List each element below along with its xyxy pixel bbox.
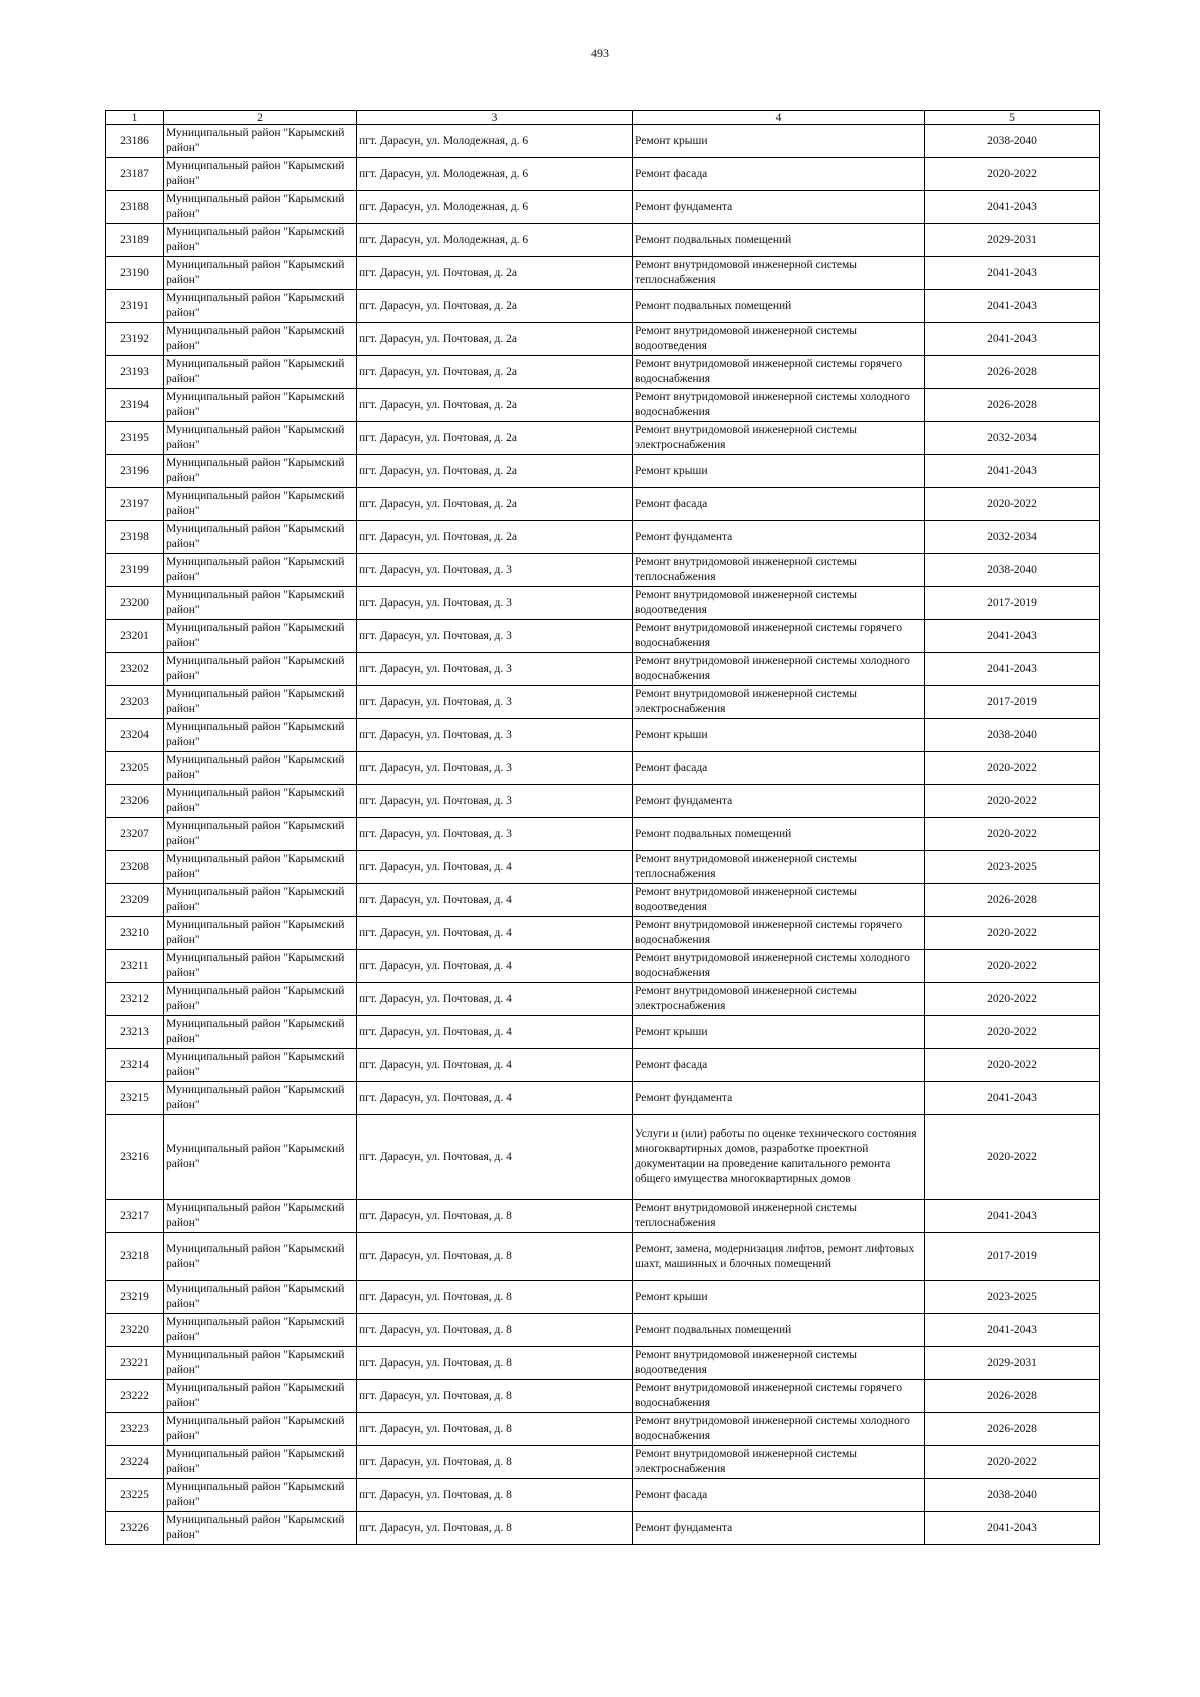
municipality-cell: Муниципальный район "Карымский район" [164,851,357,884]
work-type-cell: Ремонт внутридомовой инженерной системы холодного водоснабжения [633,950,925,983]
table-row [106,290,1100,323]
address-cell: пгт. Дарасун, ул. Почтовая, д. 8 [357,1512,633,1545]
period-cell: 2041-2043 [925,1314,1100,1347]
work-type-cell: Ремонт фасада [633,158,925,191]
table-row [106,752,1100,785]
table-row [106,620,1100,653]
municipality-cell: Муниципальный район "Карымский район" [164,620,357,653]
work-type-cell: Ремонт крыши [633,1016,925,1049]
table-row [106,1512,1100,1545]
column-header-1: 1 [106,111,164,125]
row-number: 23205 [106,752,164,785]
table-row [106,1446,1100,1479]
row-number: 23195 [106,422,164,455]
address-cell: пгт. Дарасун, ул. Почтовая, д. 4 [357,884,633,917]
table-row [106,1380,1100,1413]
municipality-cell: Муниципальный район "Карымский район" [164,719,357,752]
work-type-cell: Ремонт фундамента [633,785,925,818]
period-cell: 2017-2019 [925,587,1100,620]
table-row [106,125,1100,158]
address-cell: пгт. Дарасун, ул. Почтовая, д. 8 [357,1347,633,1380]
column-header-5: 5 [925,111,1100,125]
work-type-cell: Ремонт крыши [633,719,925,752]
work-type-cell: Ремонт подвальных помещений [633,1314,925,1347]
work-type-cell: Ремонт внутридомовой инженерной системы горячего водоснабжения [633,356,925,389]
address-cell: пгт. Дарасун, ул. Почтовая, д. 4 [357,851,633,884]
row-number: 23226 [106,1512,164,1545]
row-number: 23210 [106,917,164,950]
table-row [106,323,1100,356]
period-cell: 2041-2043 [925,1512,1100,1545]
work-type-cell: Ремонт крыши [633,1281,925,1314]
municipality-cell: Муниципальный район "Карымский район" [164,224,357,257]
address-cell: пгт. Дарасун, ул. Почтовая, д. 8 [357,1479,633,1512]
municipality-cell: Муниципальный район "Карымский район" [164,818,357,851]
work-type-cell: Ремонт фундамента [633,1082,925,1115]
work-type-cell: Ремонт крыши [633,125,925,158]
row-number: 23208 [106,851,164,884]
period-cell: 2020-2022 [925,1049,1100,1082]
address-cell: пгт. Дарасун, ул. Молодежная, д. 6 [357,224,633,257]
table-row [106,1413,1100,1446]
address-cell: пгт. Дарасун, ул. Молодежная, д. 6 [357,158,633,191]
period-cell: 2026-2028 [925,389,1100,422]
work-type-cell: Ремонт фасада [633,1049,925,1082]
period-cell: 2020-2022 [925,818,1100,851]
work-type-cell: Ремонт внутридомовой инженерной системы теплоснабжения [633,554,925,587]
work-type-cell: Ремонт внутридомовой инженерной системы горячего водоснабжения [633,917,925,950]
page-number: 493 [591,46,609,60]
period-cell: 2020-2022 [925,752,1100,785]
table-row [106,1082,1100,1115]
municipality-cell: Муниципальный район "Карымский район" [164,1314,357,1347]
period-cell: 2020-2022 [925,488,1100,521]
work-type-cell: Ремонт внутридомовой инженерной системы горячего водоснабжения [633,1380,925,1413]
work-type-cell: Ремонт внутридомовой инженерной системы теплоснабжения [633,851,925,884]
period-cell: 2041-2043 [925,323,1100,356]
period-cell: 2026-2028 [925,1413,1100,1446]
table-row [106,653,1100,686]
period-cell: 2017-2019 [925,686,1100,719]
address-cell: пгт. Дарасун, ул. Почтовая, д. 4 [357,1082,633,1115]
table-row [106,455,1100,488]
table-row [106,1233,1100,1281]
municipality-cell: Муниципальный район "Карымский район" [164,290,357,323]
period-cell: 2020-2022 [925,785,1100,818]
row-number: 23193 [106,356,164,389]
row-number: 23223 [106,1413,164,1446]
period-cell: 2026-2028 [925,884,1100,917]
address-cell: пгт. Дарасун, ул. Почтовая, д. 3 [357,752,633,785]
row-number: 23194 [106,389,164,422]
column-header-2: 2 [164,111,357,125]
row-number: 23200 [106,587,164,620]
period-cell: 2020-2022 [925,950,1100,983]
row-number: 23221 [106,1347,164,1380]
table-row [106,983,1100,1016]
municipality-cell: Муниципальный район "Карымский район" [164,1115,357,1200]
address-cell: пгт. Дарасун, ул. Почтовая, д. 3 [357,785,633,818]
period-cell: 2041-2043 [925,455,1100,488]
address-cell: пгт. Дарасун, ул. Почтовая, д. 8 [357,1380,633,1413]
period-cell: 2041-2043 [925,1082,1100,1115]
address-cell: пгт. Дарасун, ул. Почтовая, д. 2а [357,290,633,323]
municipality-cell: Муниципальный район "Карымский район" [164,1446,357,1479]
work-type-cell: Ремонт внутридомовой инженерной системы теплоснабжения [633,1200,925,1233]
period-cell: 2041-2043 [925,653,1100,686]
table-row [106,1347,1100,1380]
row-number: 23209 [106,884,164,917]
work-type-cell: Ремонт фасада [633,488,925,521]
work-type-cell: Ремонт крыши [633,455,925,488]
municipality-cell: Муниципальный район "Карымский район" [164,1233,357,1281]
work-type-cell: Ремонт внутридомовой инженерной системы горячего водоснабжения [633,620,925,653]
row-number: 23198 [106,521,164,554]
period-cell: 2020-2022 [925,158,1100,191]
table-row [106,1479,1100,1512]
municipality-cell: Муниципальный район "Карымский район" [164,1049,357,1082]
address-cell: пгт. Дарасун, ул. Почтовая, д. 8 [357,1281,633,1314]
period-cell: 2029-2031 [925,224,1100,257]
municipality-cell: Муниципальный район "Карымский район" [164,389,357,422]
address-cell: пгт. Дарасун, ул. Почтовая, д. 2а [357,488,633,521]
row-number: 23201 [106,620,164,653]
row-number: 23206 [106,785,164,818]
municipality-cell: Муниципальный район "Карымский район" [164,422,357,455]
work-type-cell: Ремонт внутридомовой инженерной системы электроснабжения [633,422,925,455]
period-cell: 2041-2043 [925,257,1100,290]
table-body [106,125,1100,1545]
period-cell: 2026-2028 [925,1380,1100,1413]
address-cell: пгт. Дарасун, ул. Почтовая, д. 8 [357,1233,633,1281]
table-row [106,224,1100,257]
period-cell: 2038-2040 [925,125,1100,158]
period-cell: 2020-2022 [925,1016,1100,1049]
municipality-cell: Муниципальный район "Карымский район" [164,1479,357,1512]
municipality-cell: Муниципальный район "Карымский район" [164,587,357,620]
work-type-cell: Ремонт фасада [633,1479,925,1512]
table-row [106,950,1100,983]
work-type-cell: Ремонт внутридомовой инженерной системы водоотведения [633,587,925,620]
row-number: 23196 [106,455,164,488]
row-number: 23188 [106,191,164,224]
row-number: 23214 [106,1049,164,1082]
municipality-cell: Муниципальный район "Карымский район" [164,983,357,1016]
address-cell: пгт. Дарасун, ул. Почтовая, д. 4 [357,917,633,950]
period-cell: 2020-2022 [925,1115,1100,1200]
address-cell: пгт. Дарасун, ул. Почтовая, д. 8 [357,1413,633,1446]
work-type-cell: Ремонт подвальных помещений [633,224,925,257]
table-row [106,785,1100,818]
address-cell: пгт. Дарасун, ул. Молодежная, д. 6 [357,125,633,158]
municipality-cell: Муниципальный район "Карымский район" [164,1347,357,1380]
work-type-cell: Ремонт внутридомовой инженерной системы холодного водоснабжения [633,1413,925,1446]
row-number: 23187 [106,158,164,191]
work-type-cell: Ремонт внутридомовой инженерной системы холодного водоснабжения [633,653,925,686]
table-row [106,554,1100,587]
address-cell: пгт. Дарасун, ул. Почтовая, д. 2а [357,257,633,290]
period-cell: 2041-2043 [925,620,1100,653]
period-cell: 2041-2043 [925,1200,1100,1233]
municipality-cell: Муниципальный район "Карымский район" [164,554,357,587]
address-cell: пгт. Дарасун, ул. Почтовая, д. 4 [357,1049,633,1082]
address-cell: пгт. Дарасун, ул. Почтовая, д. 3 [357,620,633,653]
work-type-cell: Услуги и (или) работы по оценке технического состояния многоквартирных домов, разработке проектной документации на проведение капитального ремонта общего имущества многоквартирных домов [633,1115,925,1200]
row-number: 23224 [106,1446,164,1479]
municipality-cell: Муниципальный район "Карымский район" [164,455,357,488]
row-number: 23212 [106,983,164,1016]
table-row [106,488,1100,521]
work-type-cell: Ремонт, замена, модернизация лифтов, ремонт лифтовых шахт, машинных и блочных помещений [633,1233,925,1281]
table-header [106,111,1100,125]
row-number: 23215 [106,1082,164,1115]
column-header-3: 3 [357,111,633,125]
municipality-cell: Муниципальный район "Карымский район" [164,356,357,389]
address-cell: пгт. Дарасун, ул. Почтовая, д. 2а [357,521,633,554]
period-cell: 2029-2031 [925,1347,1100,1380]
table-row [106,1314,1100,1347]
table-row [106,389,1100,422]
row-number: 23211 [106,950,164,983]
period-cell: 2023-2025 [925,851,1100,884]
table-row [106,521,1100,554]
municipality-cell: Муниципальный район "Карымский район" [164,950,357,983]
period-cell: 2026-2028 [925,356,1100,389]
table-row [106,587,1100,620]
address-cell: пгт. Дарасун, ул. Почтовая, д. 4 [357,1115,633,1200]
address-cell: пгт. Дарасун, ул. Почтовая, д. 3 [357,686,633,719]
row-number: 23191 [106,290,164,323]
work-type-cell: Ремонт внутридомовой инженерной системы холодного водоснабжения [633,389,925,422]
table-row [106,191,1100,224]
address-cell: пгт. Дарасун, ул. Почтовая, д. 8 [357,1446,633,1479]
row-number: 23203 [106,686,164,719]
municipality-cell: Муниципальный район "Карымский район" [164,752,357,785]
municipality-cell: Муниципальный район "Карымский район" [164,917,357,950]
address-cell: пгт. Дарасун, ул. Почтовая, д. 8 [357,1200,633,1233]
municipality-cell: Муниципальный район "Карымский район" [164,257,357,290]
table-row [106,1200,1100,1233]
municipality-cell: Муниципальный район "Карымский район" [164,1512,357,1545]
municipality-cell: Муниципальный район "Карымский район" [164,653,357,686]
municipality-cell: Муниципальный район "Карымский район" [164,1413,357,1446]
row-number: 23197 [106,488,164,521]
period-cell: 2032-2034 [925,521,1100,554]
period-cell: 2041-2043 [925,290,1100,323]
work-type-cell: Ремонт фундамента [633,1512,925,1545]
address-cell: пгт. Дарасун, ул. Почтовая, д. 3 [357,653,633,686]
repair-schedule-table [105,110,1100,1545]
work-type-cell: Ремонт внутридомовой инженерной системы водоотведения [633,323,925,356]
table-row [106,884,1100,917]
row-number: 23190 [106,257,164,290]
work-type-cell: Ремонт фундамента [633,521,925,554]
row-number: 23186 [106,125,164,158]
table-row [106,422,1100,455]
address-cell: пгт. Дарасун, ул. Почтовая, д. 2а [357,422,633,455]
municipality-cell: Муниципальный район "Карымский район" [164,158,357,191]
row-number: 23192 [106,323,164,356]
table-row [106,851,1100,884]
address-cell: пгт. Дарасун, ул. Почтовая, д. 3 [357,554,633,587]
table-row [106,1115,1100,1200]
row-number: 23199 [106,554,164,587]
period-cell: 2017-2019 [925,1233,1100,1281]
municipality-cell: Муниципальный район "Карымский район" [164,191,357,224]
address-cell: пгт. Дарасун, ул. Почтовая, д. 2а [357,455,633,488]
municipality-cell: Муниципальный район "Карымский район" [164,1380,357,1413]
address-cell: пгт. Дарасун, ул. Почтовая, д. 4 [357,1016,633,1049]
municipality-cell: Муниципальный район "Карымский район" [164,785,357,818]
work-type-cell: Ремонт внутридомовой инженерной системы электроснабжения [633,686,925,719]
address-cell: пгт. Дарасун, ул. Почтовая, д. 8 [357,1314,633,1347]
municipality-cell: Муниципальный район "Карымский район" [164,1082,357,1115]
period-cell: 2041-2043 [925,191,1100,224]
municipality-cell: Муниципальный район "Карымский район" [164,1016,357,1049]
row-number: 23207 [106,818,164,851]
address-cell: пгт. Дарасун, ул. Почтовая, д. 2а [357,323,633,356]
table-row [106,1281,1100,1314]
work-type-cell: Ремонт фундамента [633,191,925,224]
table-row [106,818,1100,851]
municipality-cell: Муниципальный район "Карымский район" [164,125,357,158]
row-number: 23204 [106,719,164,752]
address-cell: пгт. Дарасун, ул. Почтовая, д. 3 [357,818,633,851]
table-row [106,719,1100,752]
table-row [106,1049,1100,1082]
work-type-cell: Ремонт внутридомовой инженерной системы водоотведения [633,884,925,917]
work-type-cell: Ремонт внутридомовой инженерной системы водоотведения [633,1347,925,1380]
address-cell: пгт. Дарасун, ул. Почтовая, д. 2а [357,356,633,389]
period-cell: 2038-2040 [925,554,1100,587]
work-type-cell: Ремонт фасада [633,752,925,785]
row-number: 23202 [106,653,164,686]
table-row [106,356,1100,389]
municipality-cell: Муниципальный район "Карымский район" [164,686,357,719]
row-number: 23189 [106,224,164,257]
municipality-cell: Муниципальный район "Карымский район" [164,1200,357,1233]
work-type-cell: Ремонт подвальных помещений [633,818,925,851]
work-type-cell: Ремонт подвальных помещений [633,290,925,323]
municipality-cell: Муниципальный район "Карымский район" [164,323,357,356]
row-number: 23222 [106,1380,164,1413]
address-cell: пгт. Дарасун, ул. Почтовая, д. 4 [357,983,633,1016]
row-number: 23217 [106,1200,164,1233]
work-type-cell: Ремонт внутридомовой инженерной системы теплоснабжения [633,257,925,290]
municipality-cell: Муниципальный район "Карымский район" [164,488,357,521]
row-number: 23216 [106,1115,164,1200]
address-cell: пгт. Дарасун, ул. Молодежная, д. 6 [357,191,633,224]
period-cell: 2038-2040 [925,1479,1100,1512]
table-row [106,1016,1100,1049]
row-number: 23218 [106,1233,164,1281]
period-cell: 2020-2022 [925,1446,1100,1479]
period-cell: 2020-2022 [925,983,1100,1016]
period-cell: 2023-2025 [925,1281,1100,1314]
period-cell: 2038-2040 [925,719,1100,752]
row-number: 23213 [106,1016,164,1049]
row-number: 23220 [106,1314,164,1347]
work-type-cell: Ремонт внутридомовой инженерной системы электроснабжения [633,983,925,1016]
work-type-cell: Ремонт внутридомовой инженерной системы электроснабжения [633,1446,925,1479]
address-cell: пгт. Дарасун, ул. Почтовая, д. 3 [357,719,633,752]
header-row [106,111,1100,125]
row-number: 23219 [106,1281,164,1314]
table-row [106,917,1100,950]
municipality-cell: Муниципальный район "Карымский район" [164,521,357,554]
table-row [106,158,1100,191]
table-row [106,686,1100,719]
address-cell: пгт. Дарасун, ул. Почтовая, д. 2а [357,389,633,422]
period-cell: 2020-2022 [925,917,1100,950]
municipality-cell: Муниципальный район "Карымский район" [164,1281,357,1314]
municipality-cell: Муниципальный район "Карымский район" [164,884,357,917]
address-cell: пгт. Дарасун, ул. Почтовая, д. 3 [357,587,633,620]
address-cell: пгт. Дарасун, ул. Почтовая, д. 4 [357,950,633,983]
row-number: 23225 [106,1479,164,1512]
table-row [106,257,1100,290]
column-header-4: 4 [633,111,925,125]
period-cell: 2032-2034 [925,422,1100,455]
